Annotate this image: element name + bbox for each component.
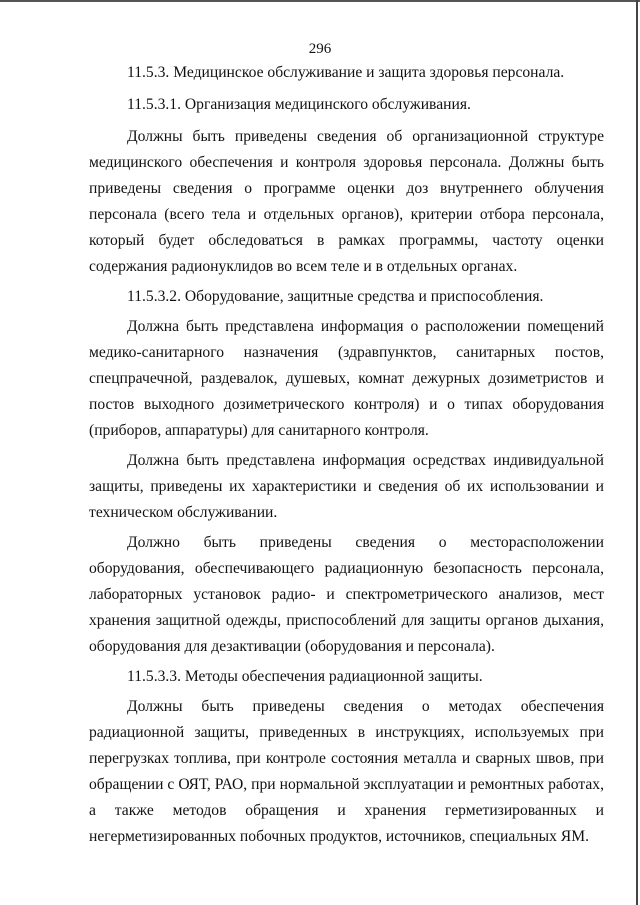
- section-heading-11-5-3-1: 11.5.3.1. Организация медицинского обслуживания.: [127, 96, 471, 113]
- scan-edge-top: [0, 0, 640, 2]
- paragraph-protection-methods: Должны быть приведены сведения о методах обеспечения радиационной защиты, приведенных в инструкциях, используемых при перегрузках топлива, при контроле состояния металла и сварных швов, при обращении с ОЯТ, РАО, при нормальной эксплуатации и ремонтных работах, а также методов обращения и хранения герметизированных и негерметизированных побочных продуктов, источников, специальных ЯМ.: [89, 698, 604, 845]
- paragraph-medical-premises: Должна быть представлена информация о расположении помещений медико-санитарного назначения (здравпунктов, санитарных постов, спецпрачечной, раздевалок, душевых, комнат дежурных дозиметристов и постов выходного дозиметрического контроля) и о типах оборудования (приборов, аппаратуры) для санитарного контроля.: [89, 318, 604, 439]
- section-heading-11-5-3-3: 11.5.3.3. Методы обеспечения радиационной защиты.: [127, 668, 483, 685]
- section-heading-11-5-3-2: 11.5.3.2. Оборудование, защитные средства и приспособления.: [127, 288, 544, 305]
- paragraph-medical-organization: Должны быть приведены сведения об организационной структуре медицинского обеспечения и контроля здоровья персонала. Должны быть приведены сведения о программе оценки доз внутреннего облучения персонала (всего тела и отдельных органов), критерии отбора персонала, который будет обследоваться в рамках программы, частоту оценки содержания радионуклидов во всем теле и в отдельных органах.: [89, 128, 604, 275]
- section-heading-11-5-3: 11.5.3. Медицинское обслуживание и защита здоровья персонала.: [127, 64, 565, 81]
- paragraph-protective-equipment: Должна быть представлена информация осредствах индивидуальной защиты, приведены их характеристики и сведения об их использовании и техническом обслуживании.: [89, 452, 604, 521]
- scan-edge-right: [636, 0, 638, 905]
- paragraph-equipment-location: Должно быть приведены сведения о месторасположении оборудования, обеспечивающего радиационную безопасность персонала, лабораторных установок радио- и спектрометрического анализов, мест хранения защитной одежды, приспособлений для защиты органов дыхания, оборудования для дезактивации (оборудования и персонала).: [89, 534, 604, 655]
- page-number: 296: [308, 41, 332, 57]
- document-body: [89, 60, 604, 850]
